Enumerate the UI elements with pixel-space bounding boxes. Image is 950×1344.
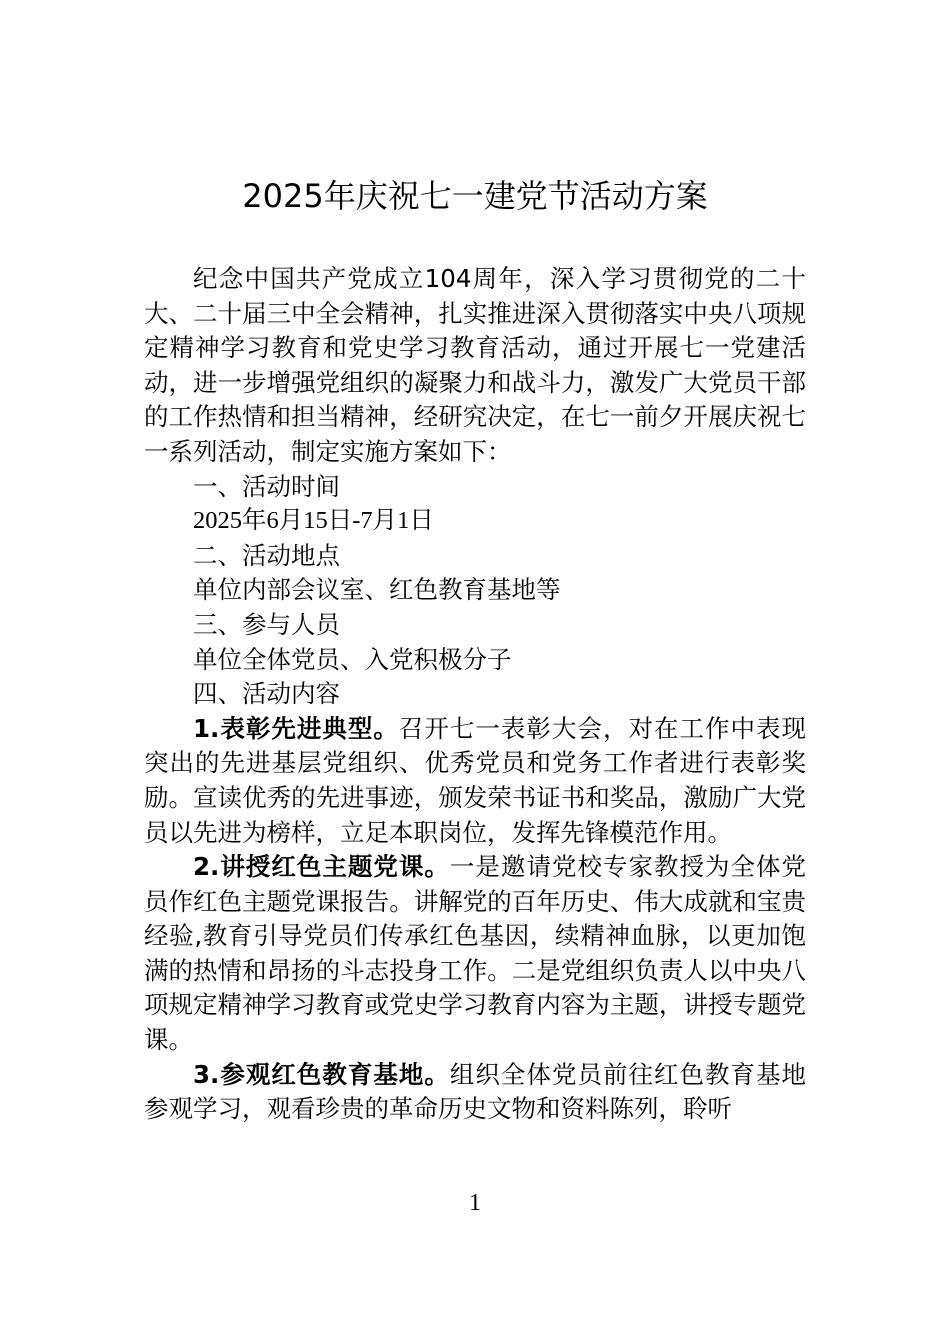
- section-heading-activities: 四、活动内容: [193, 679, 340, 709]
- intro-paragraph: 纪念中国共产党成立104周年，深入学习贯彻党的二十大、二十届三中全会精神，扎实推进深入贯彻落实中央八项规定精神学习教育和党史学习教育活动，通过开展七一党建活动，进一步增强党组织的凝聚力和战斗力，激发广大党员干部的工作热情和担当精神，经研究决定，在七一前夕开展庆祝七一系列活动，制定实施方案如下：: [144, 264, 806, 466]
- activity-paragraph-1: [144, 712, 806, 850]
- activity-text-3: 组织全体党员前往红色教育基地参观学习，观看珍贵的革命历史文物和资料陈列，聆听: [144, 1059, 806, 1124]
- activity-paragraph-2: [144, 850, 806, 1058]
- section-content-participants: 单位全体党员、入党积极分子: [193, 644, 512, 674]
- document-body: [144, 262, 806, 1127]
- section-heading-location: 二、活动地点: [193, 540, 340, 570]
- activity-lead-3: 3.参观红色教育基地。: [193, 1059, 450, 1089]
- section-heading-time: 一、活动时间: [193, 471, 340, 501]
- activity-text-2: 一是邀请党校专家教授为全体党员作红色主题党课报告。讲解党的百年历史、伟大成就和宝贵经验,教育引导党员们传承红色基因，续精神血脉，以更加饱满的热情和昂扬的斗志投身工作。二是党组织负责人以中央八项规定精神学习教育或党史学习教育内容为主题，讲授专题党课。: [144, 852, 806, 1055]
- section-content-location: 单位内部会议室、红色教育基地等: [193, 575, 561, 605]
- activity-paragraph-3: [144, 1058, 806, 1127]
- document-title: 2025年庆祝七一建党节活动方案: [242, 177, 708, 215]
- activity-text-1: 召开七一表彰大会，对在工作中表现突出的先进基层党组织、优秀党员和党务工作者进行表彰奖励。宣读优秀的先进事迹，颁发荣书证书和奖品，激励广大党员以先进为榜样，立足本职岗位，发挥先锋模范作用。: [144, 713, 806, 847]
- activity-lead-2: 2.讲授红色主题党课。: [193, 852, 450, 882]
- section-heading-participants: 三、参与人员: [193, 609, 340, 639]
- page-number: 1: [469, 1190, 481, 1216]
- section-content-time: 2025年6月15日-7月1日: [193, 507, 434, 535]
- activity-lead-1: 1.表彰先进典型。: [193, 713, 399, 743]
